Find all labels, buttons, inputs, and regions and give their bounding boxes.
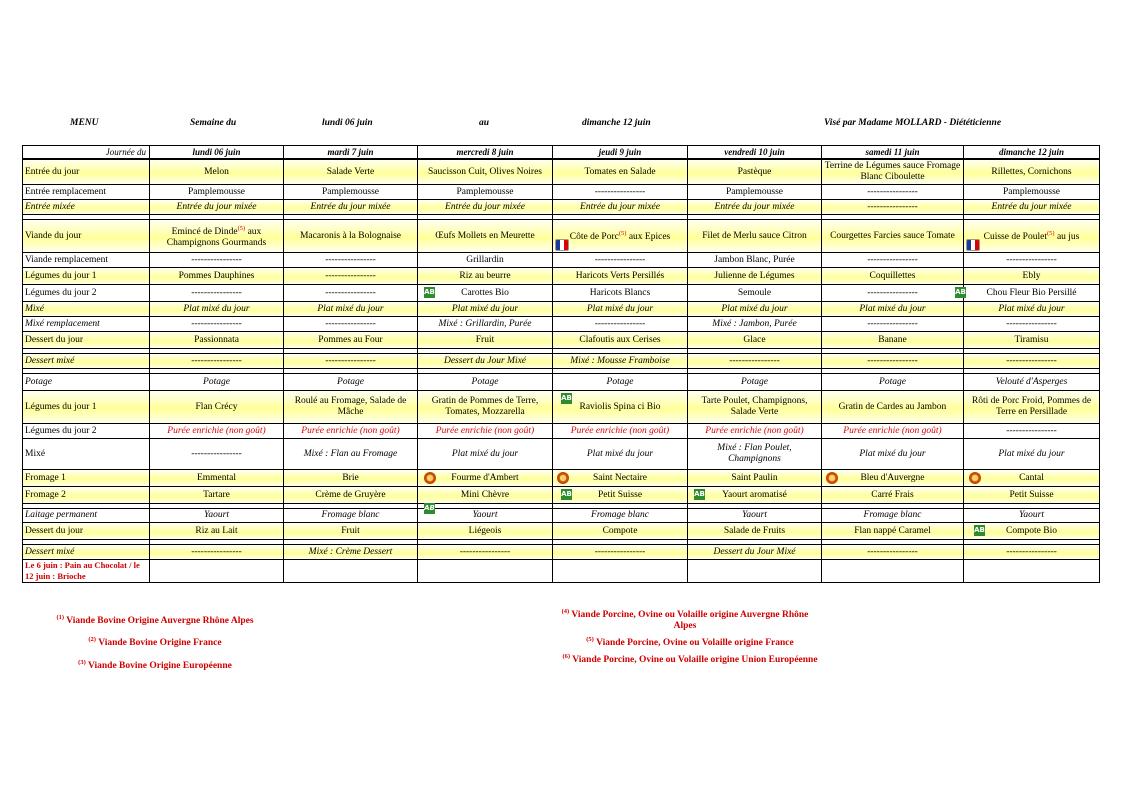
menu-cell: Potage — [553, 374, 688, 391]
menu-cell: Flan nappé Caramel — [822, 523, 964, 540]
menu-cell: Clafoutis aux Cerises — [553, 332, 688, 349]
menu-cell: Salade Verte — [284, 159, 418, 185]
menu-cell: Entrée du jour mixée — [150, 200, 284, 215]
menu-cell: Purée enrichie (non goût) — [284, 424, 418, 439]
menu-cell: ---------------- — [822, 354, 964, 369]
menu-cell: Tiramisu — [964, 332, 1100, 349]
menu-cell: Coquillettes — [822, 268, 964, 285]
menu-cell: Mixé : Mousse Framboise — [553, 354, 688, 369]
menu-cell: Banane — [822, 332, 964, 349]
row-label: Dessert du jour — [23, 332, 150, 349]
week-start-date: lundi 06 juin — [322, 118, 373, 128]
menu-cell: Potage — [150, 374, 284, 391]
cheese-aop-icon — [557, 472, 569, 484]
menu-cell: Tartare — [150, 487, 284, 504]
menu-cell: Jambon Blanc, Purée — [688, 253, 822, 268]
footnote-2: $^{(2)}$ Viande Bovine Origine France — [88, 636, 222, 649]
menu-cell: Rillettes, Cornichons — [964, 159, 1100, 185]
menu-cell: Purée enrichie (non goût) — [688, 424, 822, 439]
menu-cell: Pamplemousse — [964, 185, 1100, 200]
menu-cell: ---------------- — [822, 317, 964, 332]
menu-cell: Plat mixé du jour — [284, 302, 418, 317]
table-row — [23, 317, 1100, 332]
menu-cell: Potage — [418, 374, 553, 391]
special-bread-note: Le 6 juin : Pain au Chocolat / le 12 juin : Brioche — [23, 560, 150, 583]
menu-cell: ---------------- — [284, 253, 418, 268]
week-label: Semaine du — [190, 118, 237, 128]
menu-cell: Roulé au Fromage, Salade de Mâche — [284, 391, 418, 424]
menu-cell: Entrée du jour mixée — [964, 200, 1100, 215]
menu-cell: Mixé : Jambon, Purée — [688, 317, 822, 332]
day-header: jeudi 9 juin — [553, 146, 688, 160]
menu-heading: MENU — [70, 118, 99, 128]
menu-cell: ---------------- — [822, 545, 964, 560]
menu-cell: Cuisse de Poulet$^{(5)}$ au jus — [964, 220, 1100, 253]
table-row — [23, 509, 1100, 523]
day-header-row — [23, 146, 1100, 160]
menu-cell: AB Yaourt — [418, 509, 553, 523]
menu-cell: AB Petit Suisse — [553, 487, 688, 504]
table-row — [23, 354, 1100, 369]
footnote-1: $^{(1)}$ Viande Bovine Origine Auvergne Rhône Alpes — [56, 614, 254, 627]
week-end-date: dimanche 12 juin — [582, 118, 651, 128]
table-row — [23, 253, 1100, 268]
menu-cell: Yaourt — [688, 509, 822, 523]
row-label: Potage — [23, 374, 150, 391]
table-row — [23, 332, 1100, 349]
menu-cell: Pommes Dauphines — [150, 268, 284, 285]
menu-cell: Brie — [284, 470, 418, 487]
menu-cell: Plat mixé du jour — [688, 302, 822, 317]
organic-ab-icon: AB — [424, 504, 435, 512]
menu-cell: ---------------- — [964, 354, 1100, 369]
menu-cell: Entrée du jour mixée — [284, 200, 418, 215]
table-row — [23, 200, 1100, 215]
menu-cell: Plat mixé du jour — [553, 439, 688, 470]
row-label: Mixé remplacement — [23, 317, 150, 332]
menu-cell: Fruit — [418, 332, 553, 349]
table-row — [23, 302, 1100, 317]
menu-cell: ---------------- — [150, 545, 284, 560]
menu-cell: Terrine de Légumes sauce Fromage Blanc Ciboulette — [822, 159, 964, 185]
menu-cell: Rôti de Porc Froid, Pommes de Terre en Persillade — [964, 391, 1100, 424]
flag-france-icon — [966, 239, 980, 251]
menu-cell: Pamplemousse — [284, 185, 418, 200]
menu-cell: Flan Crécy — [150, 391, 284, 424]
row-label: Légumes du jour 1 — [23, 268, 150, 285]
menu-cell: ---------------- — [553, 185, 688, 200]
menu-cell: Yaourt — [150, 509, 284, 523]
table-row — [23, 560, 1100, 583]
menu-cell: Emincé de Dinde$^{(5)}$ aux Champignons Gourmands — [150, 220, 284, 253]
menu-cell: Crème de Gruyère — [284, 487, 418, 504]
row-label: Dessert mixé — [23, 354, 150, 369]
menu-cell: Pastèque — [688, 159, 822, 185]
menu-cell: Saint Paulin — [688, 470, 822, 487]
table-row — [23, 424, 1100, 439]
table-row — [23, 185, 1100, 200]
table-row — [23, 159, 1100, 185]
menu-cell: ---------------- — [150, 439, 284, 470]
menu-cell: Pommes au Four — [284, 332, 418, 349]
menu-cell: Mixé : Grillardin, Purée — [418, 317, 553, 332]
menu-cell: Cantal — [964, 470, 1100, 487]
table-row — [23, 391, 1100, 424]
menu-cell — [964, 560, 1100, 583]
menu-cell: Potage — [688, 374, 822, 391]
row-label: Mixé — [23, 302, 150, 317]
menu-cell — [284, 560, 418, 583]
menu-cell: Pamplemousse — [150, 185, 284, 200]
menu-table — [22, 145, 1100, 583]
menu-cell: Tarte Poulet, Champignons, Salade Verte — [688, 391, 822, 424]
menu-cell: Fromage blanc — [822, 509, 964, 523]
menu-cell: Liégeois — [418, 523, 553, 540]
menu-cell: ---------------- — [964, 317, 1100, 332]
footnote-3: $^{(3)}$ Viande Bovine Origine Européenne — [78, 659, 232, 672]
menu-cell: ---------------- — [150, 354, 284, 369]
day-header: samedi 11 juin — [822, 146, 964, 160]
row-label: Légumes du jour 2 — [23, 424, 150, 439]
menu-cell: Macaronis à la Bolognaise — [284, 220, 418, 253]
menu-cell — [150, 560, 284, 583]
row-label: Fromage 2 — [23, 487, 150, 504]
menu-cell: Carré Frais — [822, 487, 964, 504]
menu-cell: Riz au beurre — [418, 268, 553, 285]
table-row — [23, 439, 1100, 470]
menu-cell: Mixé : Crème Dessert — [284, 545, 418, 560]
menu-cell: Mixé : Flan au Fromage — [284, 439, 418, 470]
menu-cell: ---------------- — [964, 253, 1100, 268]
menu-cell: ---------------- — [284, 285, 418, 302]
row-label: Entrée remplacement — [23, 185, 150, 200]
menu-cell: Fruit — [284, 523, 418, 540]
day-header: mardi 7 juin — [284, 146, 418, 160]
row-label: Légumes du jour 2 — [23, 285, 150, 302]
menu-cell: Haricots Blancs — [553, 285, 688, 302]
menu-cell: ---------------- — [553, 317, 688, 332]
row-label: Viande du jour — [23, 220, 150, 253]
menu-cell: ---------------- — [822, 253, 964, 268]
menu-cell: Compote — [553, 523, 688, 540]
menu-cell: ---------------- — [553, 545, 688, 560]
organic-ab-icon: AB — [955, 288, 966, 296]
flag-france-icon — [555, 239, 569, 251]
menu-cell: Entrée du jour mixée — [688, 200, 822, 215]
menu-cell: Potage — [822, 374, 964, 391]
menu-cell: ---------------- — [822, 200, 964, 215]
row-label: Laitage permanent — [23, 509, 150, 523]
row-label: Dessert du jour — [23, 523, 150, 540]
menu-cell: Mini Chèvre — [418, 487, 553, 504]
menu-cell: Mixé : Flan Poulet, Champignons — [688, 439, 822, 470]
organic-ab-icon: AB — [561, 394, 572, 402]
day-header: vendredi 10 juin — [688, 146, 822, 160]
cheese-aop-icon — [826, 472, 838, 484]
row-label: Entrée du jour — [23, 159, 150, 185]
menu-cell: Semoule — [688, 285, 822, 302]
menu-cell: ---------------- — [150, 253, 284, 268]
menu-cell: Saucisson Cuit, Olives Noires — [418, 159, 553, 185]
menu-cell: Velouté d'Asperges — [964, 374, 1100, 391]
dietitian-approval: Visé par Madame MOLLARD - Diététicienne — [824, 118, 1002, 128]
menu-cell: ---------------- — [284, 317, 418, 332]
menu-cell: ---------------- — [822, 185, 964, 200]
menu-cell: Passionnata — [150, 332, 284, 349]
day-header: mercredi 8 juin — [418, 146, 553, 160]
table-row — [23, 470, 1100, 487]
menu-cell: AB Compote Bio — [964, 523, 1100, 540]
menu-cell: Purée enrichie (non goût) — [553, 424, 688, 439]
menu-cell: AB Raviolis Spina ci Bio — [553, 391, 688, 424]
menu-cell: Haricots Verts Persillés — [553, 268, 688, 285]
menu-cell: Plat mixé du jour — [964, 439, 1100, 470]
menu-cell: ---------------- — [553, 253, 688, 268]
row-label: Dessert mixé — [23, 545, 150, 560]
menu-cell: Dessert du Jour Mixé — [418, 354, 553, 369]
cheese-aop-icon — [424, 472, 436, 484]
menu-cell: Potage — [284, 374, 418, 391]
menu-cell — [553, 560, 688, 583]
menu-cell: Plat mixé du jour — [418, 439, 553, 470]
organic-ab-icon: AB — [974, 526, 985, 534]
menu-cell: ---------------- — [688, 354, 822, 369]
menu-cell: ---------------- — [284, 354, 418, 369]
menu-cell: Côte de Porc$^{(5)}$ aux Epices — [553, 220, 688, 253]
cheese-aop-icon — [969, 472, 981, 484]
menu-cell — [418, 560, 553, 583]
menu-cell: Plat mixé du jour — [822, 439, 964, 470]
table-row — [23, 285, 1100, 302]
table-row — [23, 374, 1100, 391]
menu-cell: Yaourt — [964, 509, 1100, 523]
table-row — [23, 523, 1100, 540]
menu-cell: Gratin de Pommes de Terre, Tomates, Mozzarella — [418, 391, 553, 424]
menu-cell: ---------------- — [150, 317, 284, 332]
footnote-4: $^{(4)}$ Viande Porcine, Ovine ou Volaille origine Auvergne Rhône Alpes — [561, 608, 809, 632]
menu-cell: Purée enrichie (non goût) — [822, 424, 964, 439]
menu-cell: Salade de Fruits — [688, 523, 822, 540]
menu-cell: ---------------- — [964, 545, 1100, 560]
day-header: lundi 06 juin — [150, 146, 284, 160]
menu-cell: Pamplemousse — [688, 185, 822, 200]
menu-cell: ---------------- — [418, 545, 553, 560]
menu-cell: Plat mixé du jour — [150, 302, 284, 317]
menu-cell: Pamplemousse — [418, 185, 553, 200]
au-label: au — [479, 118, 490, 128]
menu-cell: Plat mixé du jour — [822, 302, 964, 317]
menu-cell: Plat mixé du jour — [964, 302, 1100, 317]
menu-cell: AB Chou Fleur Bio Persillé — [964, 285, 1100, 302]
menu-cell: AB Carottes Bio — [418, 285, 553, 302]
menu-cell: Plat mixé du jour — [418, 302, 553, 317]
row-label: Mixé — [23, 439, 150, 470]
menu-cell: Dessert du Jour Mixé — [688, 545, 822, 560]
menu-cell: Tomates en Salade — [553, 159, 688, 185]
menu-cell: AB Yaourt aromatisé — [688, 487, 822, 504]
menu-cell: Bleu d'Auvergne — [822, 470, 964, 487]
menu-cell: Courgettes Farcies sauce Tomate — [822, 220, 964, 253]
menu-cell: ---------------- — [284, 268, 418, 285]
menu-cell: Fourme d'Ambert — [418, 470, 553, 487]
menu-cell: Purée enrichie (non goût) — [150, 424, 284, 439]
footnote-6: $^{(6)}$ Viande Porcine, Ovine ou Volaille origine Union Européenne — [562, 653, 818, 666]
menu-cell: Melon — [150, 159, 284, 185]
menu-cell: Entrée du jour mixée — [418, 200, 553, 215]
menu-cell — [688, 560, 822, 583]
menu-cell: Riz au Lait — [150, 523, 284, 540]
row-label: Fromage 1 — [23, 470, 150, 487]
organic-ab-icon: AB — [694, 490, 705, 498]
menu-cell: Petit Suisse — [964, 487, 1100, 504]
corner-label: Journée du — [23, 146, 150, 160]
menu-cell: Ebly — [964, 268, 1100, 285]
table-row — [23, 487, 1100, 504]
menu-cell: Julienne de Légumes — [688, 268, 822, 285]
table-row — [23, 268, 1100, 285]
menu-cell: Emmental — [150, 470, 284, 487]
row-label: Entrée mixée — [23, 200, 150, 215]
menu-cell: Fromage blanc — [553, 509, 688, 523]
footnote-5: $^{(5)}$ Viande Porcine, Ovine ou Volaille origine France — [586, 636, 794, 649]
menu-cell: Glace — [688, 332, 822, 349]
row-label: Légumes du jour 1 — [23, 391, 150, 424]
menu-cell: Purée enrichie (non goût) — [418, 424, 553, 439]
menu-cell: Plat mixé du jour — [553, 302, 688, 317]
organic-ab-icon: AB — [424, 288, 435, 296]
menu-cell: ---------------- — [822, 285, 964, 302]
row-label: Viande remplacement — [23, 253, 150, 268]
menu-cell: Entrée du jour mixée — [553, 200, 688, 215]
menu-cell: ---------------- — [964, 424, 1100, 439]
menu-cell — [822, 560, 964, 583]
menu-cell: Filet de Merlu sauce Citron — [688, 220, 822, 253]
menu-cell: Œufs Mollets en Meurette — [418, 220, 553, 253]
table-row — [23, 545, 1100, 560]
table-row — [23, 220, 1100, 253]
menu-cell: Grillardin — [418, 253, 553, 268]
menu-cell: ---------------- — [150, 285, 284, 302]
organic-ab-icon: AB — [561, 490, 572, 498]
day-header: dimanche 12 juin — [964, 146, 1100, 160]
menu-cell: Gratin de Cardes au Jambon — [822, 391, 964, 424]
menu-cell: Fromage blanc — [284, 509, 418, 523]
menu-cell: Saint Nectaire — [553, 470, 688, 487]
